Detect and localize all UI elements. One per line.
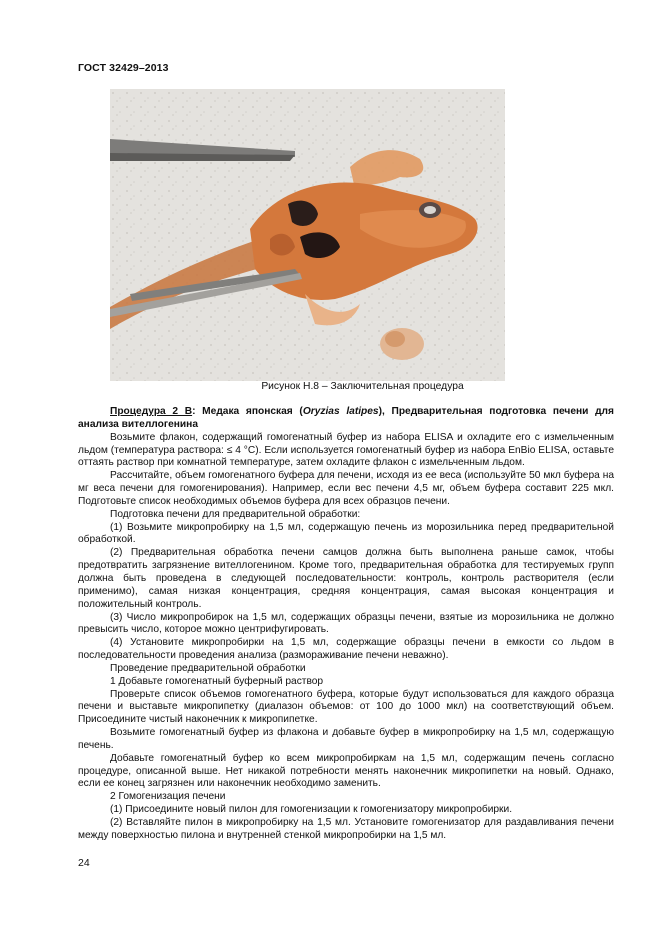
paragraph: Возьмите флакон, содержащий гомогенатный буфер из набора ELISA и охладите его с измельченным льдом (температура раствора: ≤ 4 °С). Если используется гомогенатный буфер из набора EnBio ELISA, оставьте оттаять раствор при комнатной температуре, затем охладите флакон с измельченным льдом. — [78, 431, 614, 469]
paragraph: 1 Добавьте гомогенатный буферный раствор — [110, 675, 324, 687]
body-text — [78, 406, 614, 843]
paragraph: Возьмите гомогенатный буфер из флакона и добавьте буфер в микропробирку на 1,5 мл, содержащую печень. — [78, 727, 614, 751]
paragraph: Проверьте список объемов гомогенатного буфера, которые будут использоваться для каждого образца печени и выставьте микропипетку (диалазон объемов: от 100 до 1000 мкл) на соответствующий объем. Присоедините чистый наконечник к микропипетке. — [78, 688, 614, 726]
photo-fish-dissection — [110, 89, 505, 381]
paragraph: (1) Присоедините новый пилон для гомогенизации к гомогенизатору микропробирки. — [110, 804, 513, 816]
figure-caption: Рисунок Н.8 – Заключительная процедура — [261, 381, 464, 392]
heading-part: ), Предварительная подготовка печени для анализа вителлогенина — [78, 406, 614, 430]
heading-part: : Медака японская ( — [192, 406, 303, 417]
paragraph: (2) Предварительная обработка печени самцов должна быть выполнена раньше самок, чтобы предотвратить загрязнение вителлогенином. Кроме того, предварительная обработка для тестируемых групп должна быть проведена в следующей последовательности: контроль, контроль растворителя (если применимо), самая низкая концентрация, средняя концентрация, самая высокая концентрация и положительный контроль. — [78, 547, 614, 610]
paragraph: Рассчитайте, объем гомогенатного буфера для печени, исходя из ее веса (используйте 50 мкл буфера на мг веса печени для гомогенирования). Например, если вес печени 4,5 мг, объем буфера составит 225 мкл. Подготовьте список необходимых объемов буфера для всех образцов печени. — [78, 470, 614, 507]
paragraph: Добавьте гомогенатный буфер ко всем микропробиркам на 1,5 мл, содержащим печень согласно процедуре, описанной выше. Нет никакой потребности менять наконечник микропипетки на новый. Однако, если ее конец загрязнен или наконечник необходимо заменить. — [78, 752, 614, 790]
species-name: Oryzias latipes — [302, 406, 379, 417]
paragraph: (3) Число микропробирок на 1,5 мл, содержащих образцы печени, взятые из морозильника не должно превысить число, которое можно центрифугировать. — [78, 611, 614, 636]
procedure-label: Процедура 2 В — [110, 406, 193, 417]
document-code-header: ГОСТ 32429–2013 — [78, 62, 169, 74]
paragraph: 2 Гомогенизация печени — [110, 791, 226, 803]
paragraph: Подготовка печени для предварительной обработки: — [110, 508, 361, 520]
paragraph: (2) Вставляйте пилон в микропробирку на 1,5 мл. Установите гомогенизатор для раздавливания печени между поверхностью пилона и внутренней стенкой микропробирки на 1,5 мл. — [78, 817, 614, 841]
paragraph: (1) Возьмите микропробирку на 1,5 мл, содержащую печень из морозильника перед предварительной обработкой. — [78, 521, 614, 546]
section-heading — [78, 406, 614, 432]
paragraph: Проведение предварительной обработки — [110, 662, 306, 674]
fish-dissection-photo — [110, 89, 505, 381]
paragraph: (4) Установите микропробирки на 1,5 мл, содержащие образцы печени в емкости со льдом в последовательности проведения анализа (размораживание печени неважно). — [78, 637, 614, 662]
page-number: 24 — [78, 857, 90, 869]
